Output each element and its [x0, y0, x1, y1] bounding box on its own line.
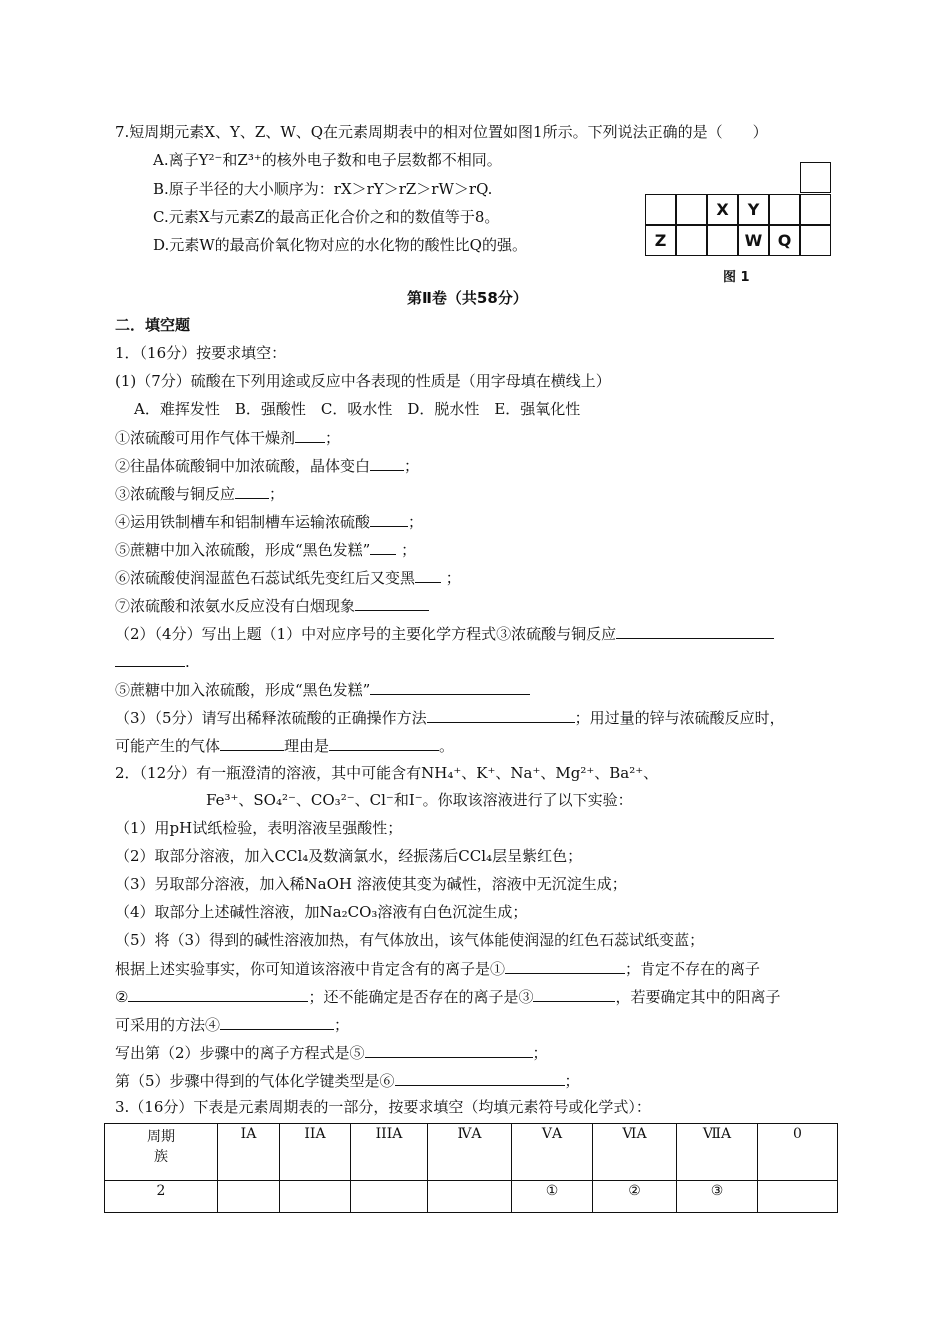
figure-cell-z: Z — [645, 225, 676, 256]
figure-cell — [800, 194, 831, 225]
answer-blank[interactable] — [370, 539, 396, 555]
p1-sub2: （2）（4分）写出上题（1）中对应序号的主要化学方程式③浓硫酸与铜反应 — [115, 623, 774, 644]
p1-options: A．难挥发性 B．强酸性 C．吸水性 D．脱水性 E．强氧化性 — [134, 400, 581, 418]
table-header-cell: ⅤA — [512, 1124, 593, 1181]
table-row — [105, 1181, 838, 1213]
p1-item-2: ②往晶体硫酸铜中加浓硫酸，晶体变白 ； — [115, 457, 420, 475]
answer-blank[interactable] — [355, 595, 429, 611]
table-cell[interactable] — [351, 1181, 428, 1213]
answer-blank[interactable] — [370, 679, 530, 695]
p1-item-3: ③浓硫酸与铜反应 ； — [115, 485, 285, 503]
table-cell[interactable] — [218, 1181, 280, 1213]
section-heading: 二．填空题 — [115, 316, 191, 334]
answer-blank[interactable] — [370, 455, 404, 471]
q7-stem: 7.短周期元素X、Y、Z、W、Q在元素周期表中的相对位置如图1所示。下列说法正确的是（ ） — [115, 123, 768, 141]
answer-blank[interactable] — [235, 483, 269, 499]
p1-sub3-cont: 可能产生的气体 理由是 。 — [115, 737, 455, 755]
figure-cell-x: X — [707, 194, 738, 225]
answer-blank[interactable] — [220, 735, 284, 751]
p2-step-1: （1）用pH试纸检验，表明溶液呈强酸性； — [115, 819, 403, 837]
figure-caption: 图 1 — [723, 270, 750, 285]
table-header-cell: IIIA — [351, 1124, 428, 1181]
figure-cell — [676, 225, 707, 256]
answer-blank[interactable] — [505, 958, 625, 974]
table-header-cell: ⅣA — [428, 1124, 512, 1181]
answer-blank[interactable] — [395, 1070, 565, 1086]
table-header-cell: ⅥA — [593, 1124, 677, 1181]
answer-blank[interactable] — [616, 623, 774, 639]
table-cell: 2 — [105, 1181, 218, 1213]
figure-cell — [707, 225, 738, 256]
p2-question-4: 写出第（2）步骤中的离子方程式是⑤ ； — [115, 1044, 548, 1062]
p2-question-3: 可采用的方法④ ； — [115, 1016, 350, 1034]
p2-question-5: 第（5）步骤中得到的气体化学键类型是⑥ ； — [115, 1072, 580, 1090]
table-header-cell: 周期 族 — [105, 1124, 218, 1181]
answer-blank[interactable] — [533, 986, 615, 1002]
p2-head: 2．（12分）有一瓶澄清的溶液，其中可能含有NH₄⁺、K⁺、Na⁺、Mg²⁺、Ba²⁺、 — [115, 764, 659, 782]
p1-item-7: ⑦浓硫酸和浓氨水反应没有白烟现象 — [115, 595, 429, 616]
answer-blank[interactable] — [220, 1014, 334, 1030]
p2-step-5: （5）将（3）得到的碱性溶液加热，有气体放出，该气体能使润湿的红色石蕊试纸变蓝； — [115, 931, 705, 949]
table-cell[interactable] — [758, 1181, 838, 1213]
answer-blank[interactable] — [295, 427, 325, 443]
table-header-cell: ⅦA — [677, 1124, 758, 1181]
table-header-cell: IA — [218, 1124, 280, 1181]
p2-head-cont: Fe³⁺、SO₄²⁻、CO₃²⁻、Cl⁻和I⁻。你取该溶液进行了以下实验： — [206, 791, 633, 809]
table-cell[interactable] — [280, 1181, 351, 1213]
p1-sub2-cont: . — [115, 651, 190, 672]
p1-sub2b: ⑤蔗糖中加入浓硫酸，形成“黑色发糕” — [115, 679, 530, 700]
answer-blank[interactable] — [365, 1042, 533, 1058]
answer-blank[interactable] — [427, 707, 575, 723]
p2-step-4: （4）取部分上述碱性溶液，加Na₂CO₃溶液有白色沉淀生成； — [115, 903, 528, 921]
figure-cell — [676, 194, 707, 225]
table-cell: ① — [512, 1181, 593, 1213]
p3-head: 3.（16分）下表是元素周期表的一部分，按要求填空（均填元素符号或化学式）： — [115, 1098, 651, 1116]
table-header-cell: 0 — [758, 1124, 838, 1181]
q7-option-d: D.元素W的最高价氧化物对应的水化物的酸性比Q的强。 — [153, 236, 527, 254]
answer-blank[interactable] — [115, 651, 185, 667]
figure-cell — [645, 194, 676, 225]
p2-question-1: 根据上述实验事实，你可知道该溶液中肯定含有的离子是① ；肯定不存在的离子 — [115, 960, 761, 978]
p1-item-1: ①浓硫酸可用作气体干燥剂 ； — [115, 429, 341, 447]
figure-cell — [800, 162, 831, 193]
p1-head: 1．（16分）按要求填空： — [115, 344, 287, 362]
figure-cell-w: W — [738, 225, 769, 256]
periodic-table-excerpt — [104, 1123, 838, 1213]
p2-step-3: （3）另取部分溶液，加入稀NaOH 溶液使其变为碱性，溶液中无沉淀生成； — [115, 875, 627, 893]
answer-blank[interactable] — [128, 986, 308, 1002]
q7-option-b: B.原子半径的大小顺序为：rX＞rY＞rZ＞rW＞rQ. — [153, 180, 493, 198]
p2-step-2: （2）取部分溶液，加入CCl₄及数滴氯水，经振荡后CCl₄层呈紫红色； — [115, 847, 583, 865]
p1-sub1: (1)（7分）硫酸在下列用途或反应中各表现的性质是（用字母填在横线上） — [115, 372, 611, 390]
figure-cell — [769, 194, 800, 225]
p2-question-2: ② ；还不能确定是否存在的离子是③ ，若要确定其中的阳离子 — [115, 988, 781, 1006]
p1-item-5: ⑤蔗糖中加入浓硫酸，形成“黑色发糕” ； — [115, 541, 417, 559]
section-title: 第Ⅱ卷（共58分） — [407, 289, 528, 307]
answer-blank[interactable] — [370, 511, 408, 527]
q7-option-a: A.离子Y²⁻和Z³⁺的核外电子数和电子层数都不相同。 — [153, 151, 502, 169]
figure-cell-y: Y — [738, 194, 769, 225]
table-cell: ② — [593, 1181, 677, 1213]
answer-blank[interactable] — [329, 735, 439, 751]
p1-item-6: ⑥浓硫酸使润湿蓝色石蕊试纸先变红后又变黑 ； — [115, 569, 461, 587]
periodic-fragment-figure — [645, 162, 833, 286]
p1-sub3: （3）（5分）请写出稀释浓硫酸的正确操作方法 ；用过量的锌与浓硫酸反应时， — [115, 709, 785, 727]
table-header-cell: IIA — [280, 1124, 351, 1181]
answer-blank[interactable] — [415, 567, 441, 583]
table-cell: ③ — [677, 1181, 758, 1213]
p1-item-4: ④运用铁制槽车和铝制槽车运输浓硫酸 ； — [115, 513, 424, 531]
q7-option-c: C.元素X与元素Z的最高正化合价之和的数值等于8。 — [153, 208, 500, 226]
figure-cell — [800, 225, 831, 256]
figure-cell-q: Q — [769, 225, 800, 256]
table-cell[interactable] — [428, 1181, 512, 1213]
